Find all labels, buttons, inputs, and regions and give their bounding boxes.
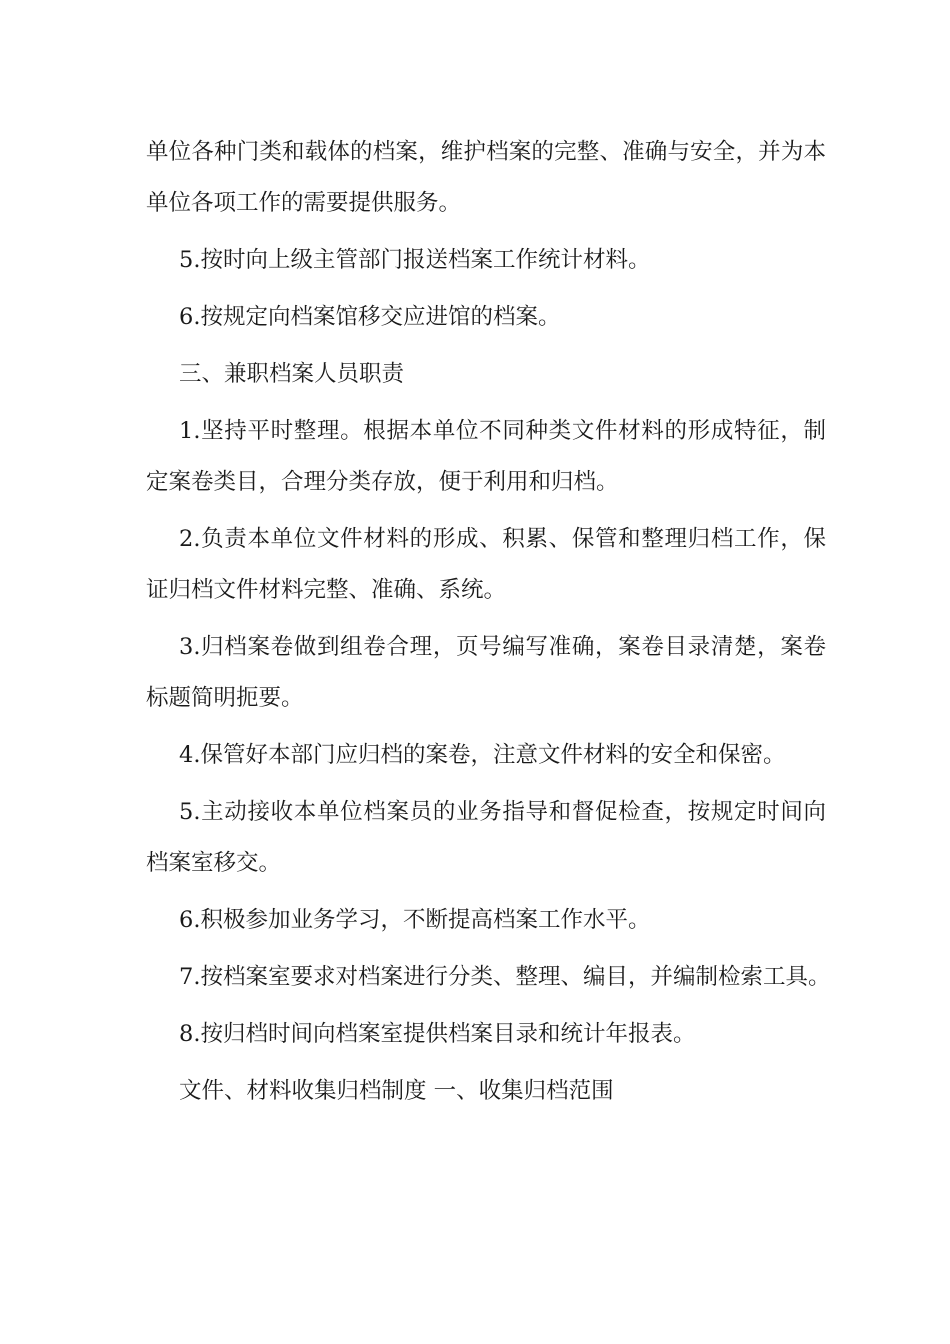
section-heading-3: 三、兼职档案人员职责 [179, 361, 405, 387]
paragraph-duty-2: 2.负责本单位文件材料的形成、积累、保管和整理归档工作，保证归档文件材料完整、准确、系统。 [146, 526, 826, 603]
paragraph-duty-8: 8.按归档时间向档案室提供档案目录和统计年报表。 [179, 1021, 696, 1047]
paragraph-duty-1: 1.坚持平时整理。根据本单位不同种类文件材料的形成特征，制定案卷类目，合理分类存放，便于利用和归档。 [146, 418, 826, 495]
paragraph-item-6: 6.按规定向档案馆移交应进馆的档案。 [179, 304, 561, 330]
paragraph-duty-3: 3.归档案卷做到组卷合理，页号编写准确，案卷目录清楚，案卷标题简明扼要。 [146, 634, 826, 711]
paragraph-duty-5: 5.主动接收本单位档案员的业务指导和督促检查，按规定时间向档案室移交。 [146, 799, 826, 876]
paragraph-duty-4: 4.保管好本部门应归档的案卷，注意文件材料的安全和保密。 [179, 742, 786, 768]
paragraph-duty-7: 7.按档案室要求对档案进行分类、整理、编目，并编制检索工具。 [179, 964, 831, 990]
paragraph-duty-6: 6.积极参加业务学习，不断提高档案工作水平。 [179, 907, 651, 933]
paragraph-continuation: 单位各种门类和载体的档案，维护档案的完整、准确与安全，并为本单位各项工作的需要提供服务。 [146, 139, 826, 216]
section-heading-filing-system: 文件、材料收集归档制度 一、收集归档范围 [179, 1078, 614, 1104]
paragraph-item-5: 5.按时向上级主管部门报送档案工作统计材料。 [179, 247, 651, 273]
